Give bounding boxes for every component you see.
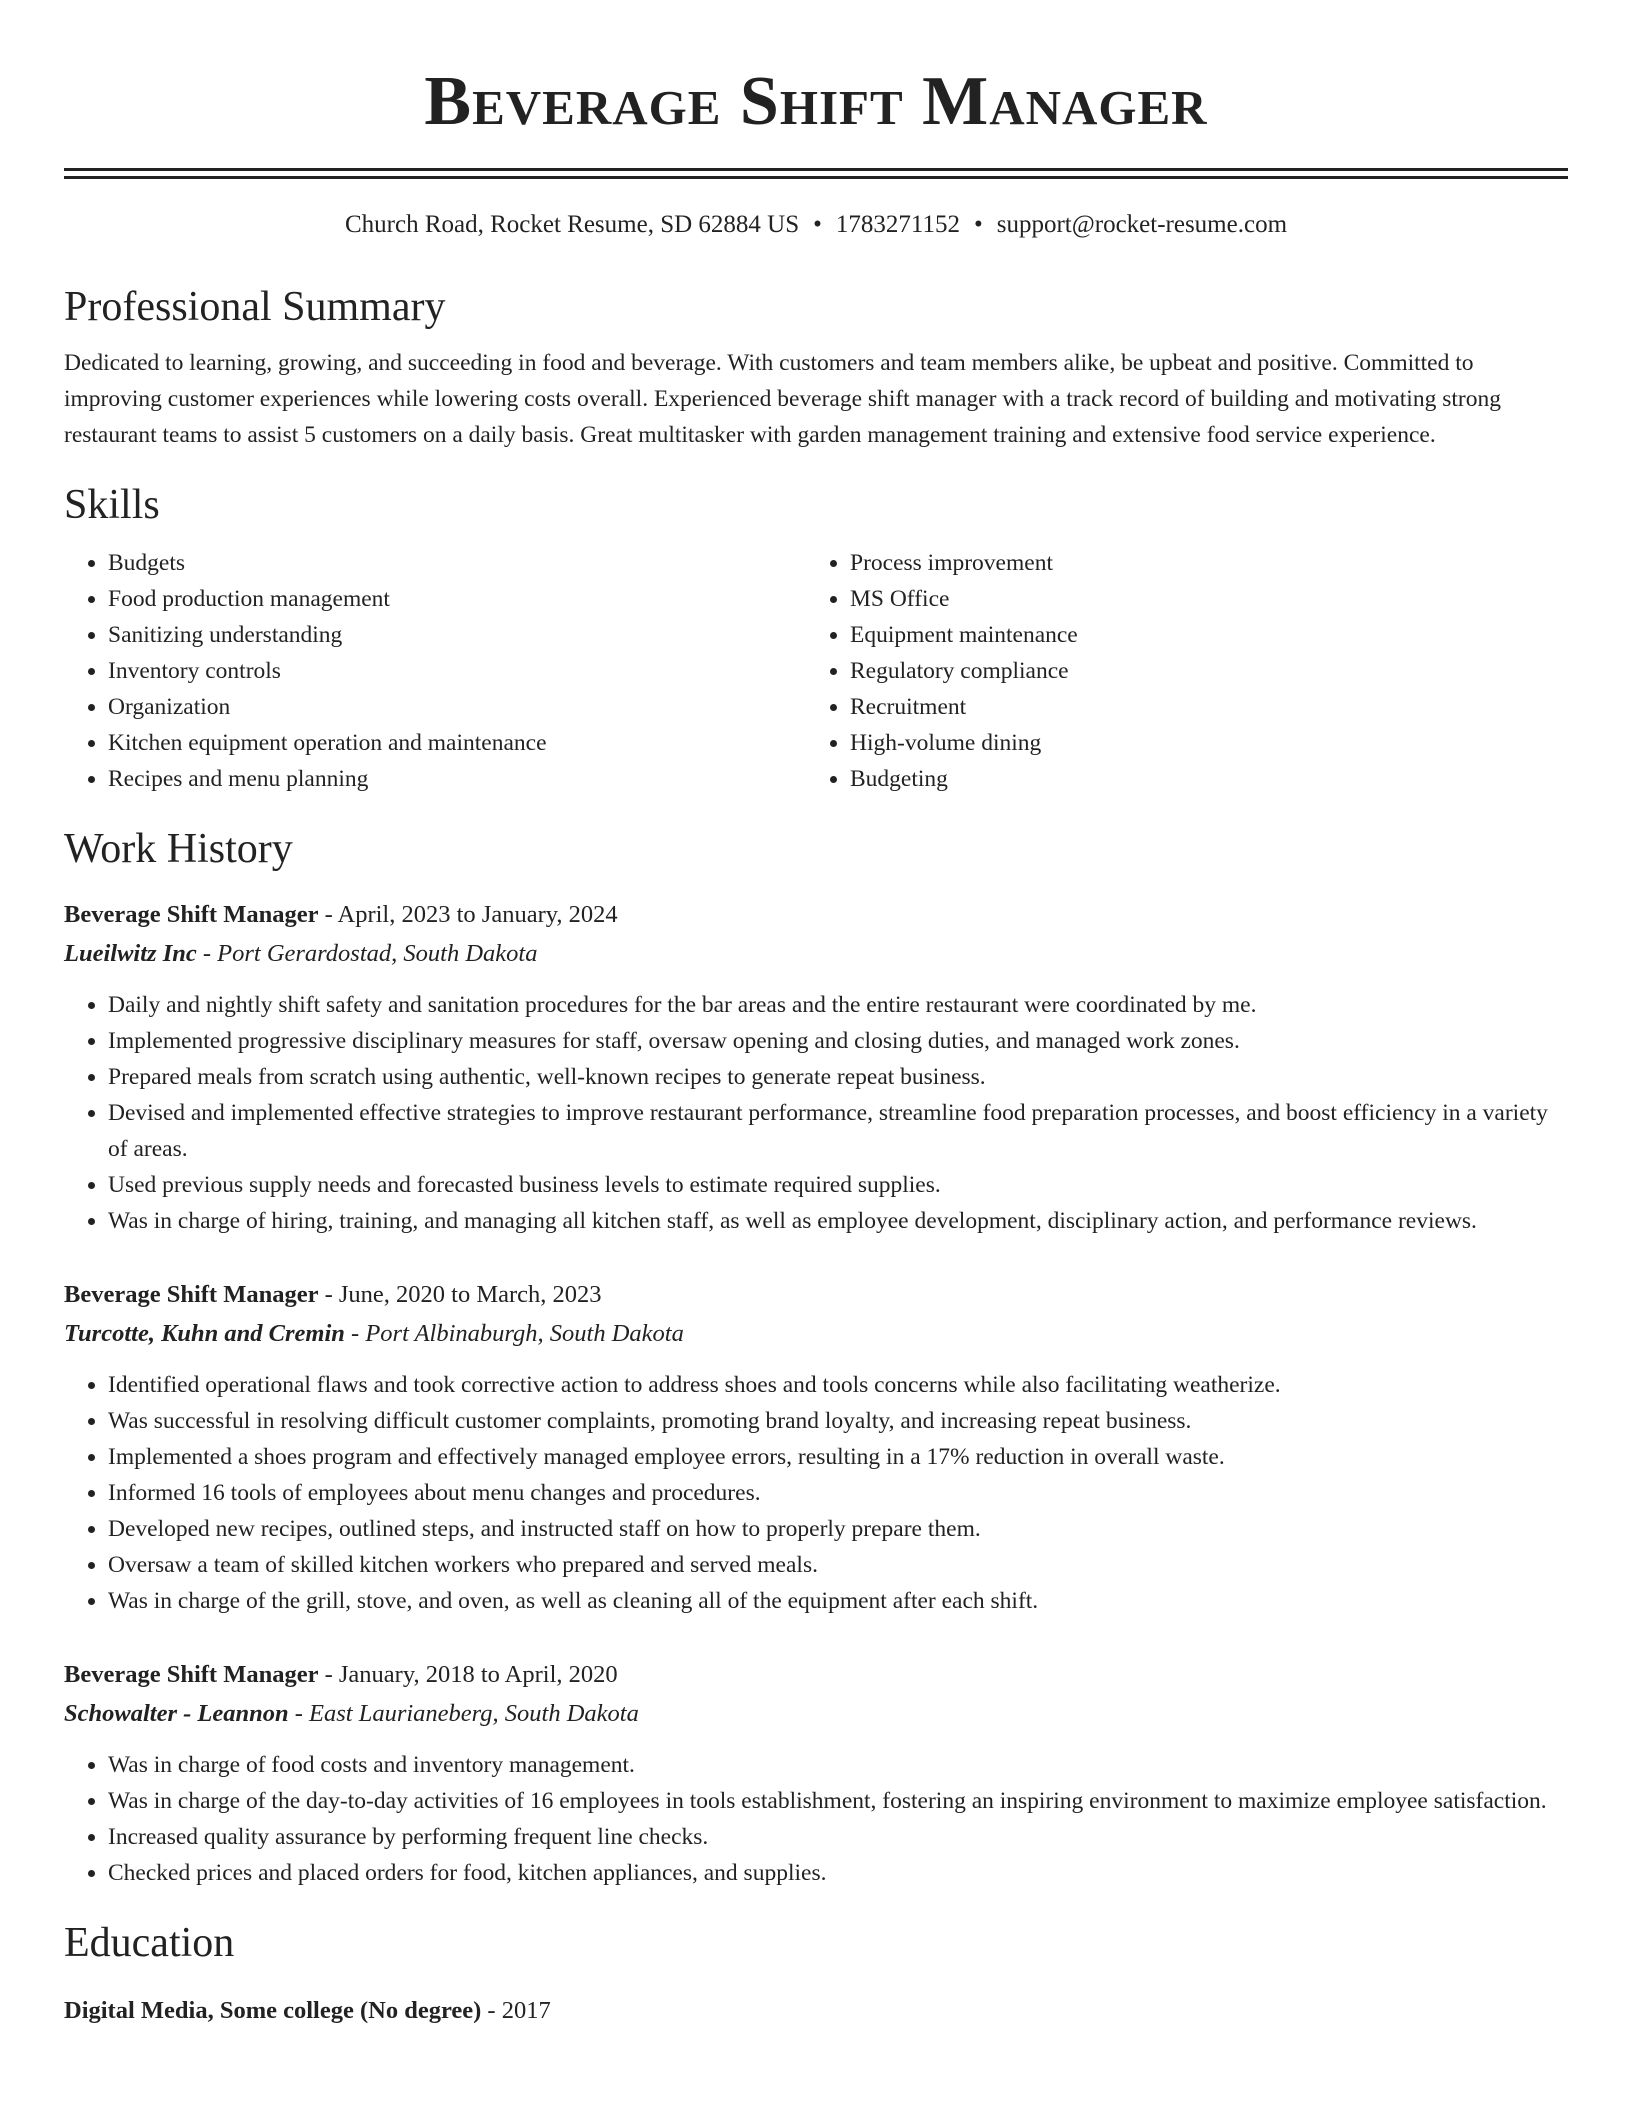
job-bullet: • Was in charge of the day-to-day activities of 16 employees in tools establishment, fostering an inspiring environment to maximize employee satisfaction. [108,1783,1568,1819]
skill-item: • Kitchen equipment operation and maintenance [108,725,806,761]
job-title-line [64,1275,1568,1314]
skill-item: • Budgeting [850,761,1548,797]
job-location: - Port Gerardostad, South Dakota [196,940,538,967]
skills-columns [64,545,1568,797]
job-bullets [64,987,1568,1239]
job-bullet: • Implemented a shoes program and effectively managed employee errors, resulting in a 17% reduction in overall waste. [108,1439,1568,1475]
skill-item: • Food production management [108,581,806,617]
resume-title: Beverage Shift Manager [424,63,1208,140]
job-bullet: • Was successful in resolving difficult customer complaints, promoting brand loyalty, and increasing repeat business. [108,1403,1568,1439]
skill-item: • High-volume dining [850,725,1548,761]
skill-item: • Recruitment [850,689,1548,725]
job-bullet: • Devised and implemented effective strategies to improve restaurant performance, streamline food preparation processes, and boost efficiency in a variety of areas. [108,1095,1568,1167]
education-heading: Education [64,1920,235,1966]
skills-heading: Skills [64,482,160,528]
job-title: Beverage Shift Manager [64,1281,319,1308]
skill-item: • Equipment maintenance [850,617,1548,653]
skill-item: • MS Office [850,581,1548,617]
job-title-line [64,1655,1568,1694]
skill-item: • Organization [108,689,806,725]
job-bullet: • Used previous supply needs and forecasted business levels to estimate required supplies. [108,1167,1568,1203]
education-entry [64,1991,1568,2030]
contact-phone: 1783271152 [835,211,960,238]
job-bullet: • Increased quality assurance by performing frequent line checks. [108,1819,1568,1855]
job-bullet: • Checked prices and placed orders for food, kitchen appliances, and supplies. [108,1855,1568,1891]
job-location: - East Laurianeberg, South Dakota [288,1700,639,1727]
skills-left-list [64,545,806,797]
job-bullet: • Informed 16 tools of employees about menu changes and procedures. [108,1475,1568,1511]
education-degree: Digital Media, Some college (No degree) [64,1997,482,2024]
job-bullet: • Implemented progressive disciplinary measures for staff, oversaw opening and closing duties, and managed work zones. [108,1023,1568,1059]
job-bullet: • Was in charge of the grill, stove, and oven, as well as cleaning all of the equipment after each shift. [108,1583,1568,1619]
contact-email: support@rocket-resume.com [996,211,1288,238]
job-bullets [64,1367,1568,1619]
skill-item: • Inventory controls [108,653,806,689]
job-title-line [64,895,1568,934]
job-bullet: • Oversaw a team of skilled kitchen workers who prepared and served meals. [108,1547,1568,1583]
job-company: Lueilwitz Inc [64,940,197,967]
resume-page [64,0,1568,2030]
job-company: Turcotte, Kuhn and Cremin [64,1320,345,1347]
job-entry [64,895,1568,1239]
job-bullet: • Daily and nightly shift safety and sanitation procedures for the bar areas and the entire restaurant were coordinated by me. [108,987,1568,1023]
title-divider [64,168,1568,179]
job-company-line [64,934,1568,973]
skill-item: • Recipes and menu planning [108,761,806,797]
job-bullet: • Prepared meals from scratch using authentic, well-known recipes to generate repeat business. [108,1059,1568,1095]
skill-item: • Process improvement [850,545,1548,581]
job-company-line [64,1314,1568,1353]
job-title: Beverage Shift Manager [64,1661,319,1688]
contact-address: Church Road, Rocket Resume, SD 62884 US [344,211,800,238]
summary-heading: Professional Summary [64,284,446,330]
job-bullet: • Developed new recipes, outlined steps, and instructed staff on how to properly prepare them. [108,1511,1568,1547]
job-dates: - January, 2018 to April, 2020 [318,1661,618,1688]
skill-item: • Sanitizing understanding [108,617,806,653]
job-bullet: • Was in charge of food costs and inventory management. [108,1747,1568,1783]
work-history-heading: Work History [64,826,293,872]
skill-item: • Budgets [108,545,806,581]
contact-separator: • [973,211,983,238]
job-entry [64,1275,1568,1619]
education-year: - 2017 [481,1997,551,2024]
job-bullet: • Was in charge of hiring, training, and managing all kitchen staff, as well as employee development, disciplinary action, and performance reviews. [108,1203,1568,1239]
job-dates: - April, 2023 to January, 2024 [318,901,618,928]
job-title: Beverage Shift Manager [64,901,319,928]
skill-item: • Regulatory compliance [850,653,1548,689]
job-company-line [64,1694,1568,1733]
contact-line [64,209,1568,241]
job-bullet: • Identified operational flaws and took corrective action to address shoes and tools concerns while also facilitating weatherize. [108,1367,1568,1403]
contact-separator: • [813,211,822,238]
skills-right-list [806,545,1548,797]
summary-text: Dedicated to learning, growing, and succeeding in food and beverage. With customers and team members alike, be upbeat and positive. Committed to improving customer experiences while lowering costs overall. Experienced beverage shift manager with a track record of building and motivating strong restaurant teams to assist 5 customers on a daily basis. Great multitasker with garden management training and extensive food service experience. [64,350,1501,448]
job-bullets [64,1747,1568,1891]
job-company: Schowalter - Leannon [64,1700,289,1727]
job-entry [64,1655,1568,1891]
job-location: - Port Albinaburgh, South Dakota [344,1320,684,1347]
job-dates: - June, 2020 to March, 2023 [318,1281,602,1308]
